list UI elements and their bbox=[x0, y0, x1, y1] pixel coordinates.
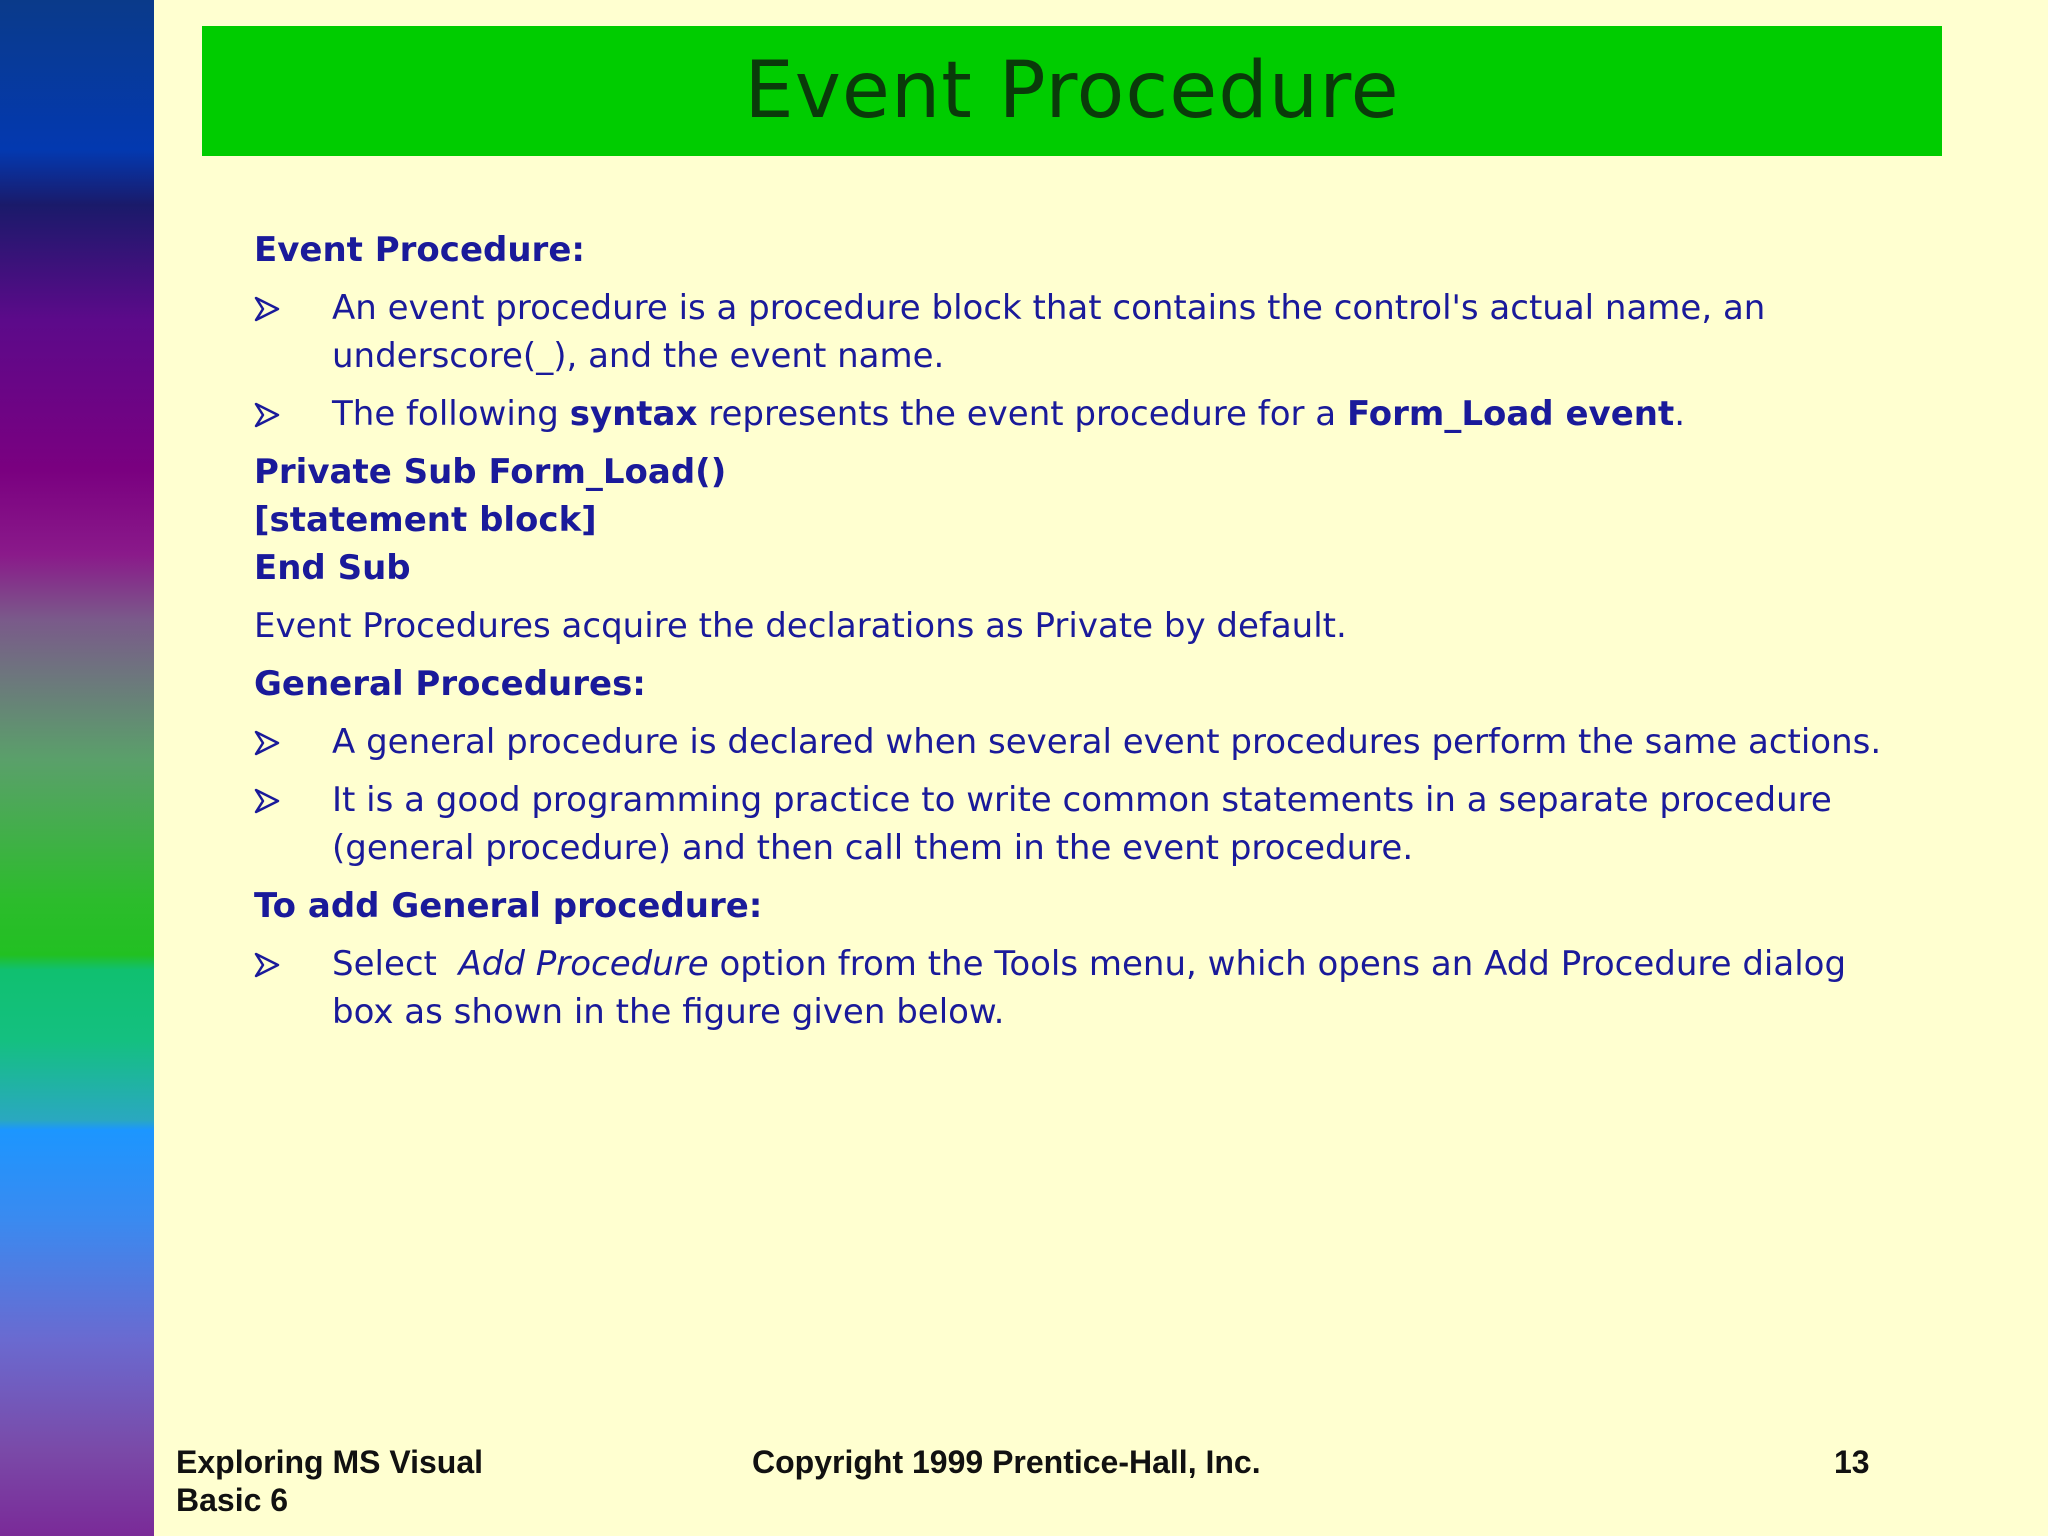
bullet-text-part: Select bbox=[332, 944, 459, 984]
arrow-bullet-icon bbox=[254, 390, 294, 443]
bullet-text-part: represents the event procedure for a bbox=[697, 394, 1347, 434]
bullet-text-part: option from the Tools menu, which opens an Add Procedure dialog box as shown in the figure given below. bbox=[332, 944, 1847, 1032]
bullet-bold-syntax: syntax bbox=[569, 394, 698, 434]
bullet-text-part: . bbox=[1674, 394, 1686, 434]
bullet-text: An event procedure is a procedure block that contains the control's actual name, an underscore(_), and the event name. bbox=[332, 288, 1766, 376]
bullet-text-part: The following bbox=[332, 394, 570, 434]
title-banner bbox=[202, 26, 1942, 156]
bullet-bold-form-load: Form_Load event bbox=[1346, 394, 1675, 434]
list-item bbox=[254, 776, 1914, 872]
list-item bbox=[254, 390, 1914, 438]
general-procedures-heading: General Procedures: bbox=[254, 664, 646, 704]
list-item bbox=[254, 940, 1914, 1036]
code-line: [statement block] bbox=[254, 500, 597, 540]
arrow-bullet-icon bbox=[254, 718, 294, 771]
list-item bbox=[254, 284, 1914, 380]
slide-title: Event Procedure bbox=[744, 46, 1400, 136]
bullet-text: A general procedure is declared when several event procedures perform the same actions. bbox=[332, 722, 1882, 762]
decorative-sidebar bbox=[0, 0, 154, 1536]
code-line: End Sub bbox=[254, 548, 411, 588]
event-procedure-heading: Event Procedure: bbox=[254, 230, 585, 270]
arrow-bullet-icon bbox=[254, 776, 294, 829]
code-line: Private Sub Form_Load() bbox=[254, 452, 727, 492]
footer-copyright: Copyright 1999 Prentice-Hall, Inc. bbox=[752, 1444, 1261, 1480]
bullet-italic-add-procedure: Add Procedure bbox=[458, 944, 709, 984]
bullet-text: It is a good programming practice to write common statements in a separate procedure (general procedure) and then call them in the event procedure. bbox=[332, 780, 1832, 868]
footer-page-number: 13 bbox=[1834, 1444, 1870, 1480]
private-note: Event Procedures acquire the declarations as Private by default. bbox=[254, 606, 1347, 646]
slide-body bbox=[254, 226, 1914, 1046]
arrow-bullet-icon bbox=[254, 284, 294, 337]
footer-course-title: Exploring MS Visual Basic 6 bbox=[176, 1444, 484, 1518]
code-block bbox=[254, 448, 1914, 592]
list-item bbox=[254, 718, 1914, 766]
add-general-procedure-heading: To add General procedure: bbox=[254, 886, 763, 926]
arrow-bullet-icon bbox=[254, 940, 294, 993]
